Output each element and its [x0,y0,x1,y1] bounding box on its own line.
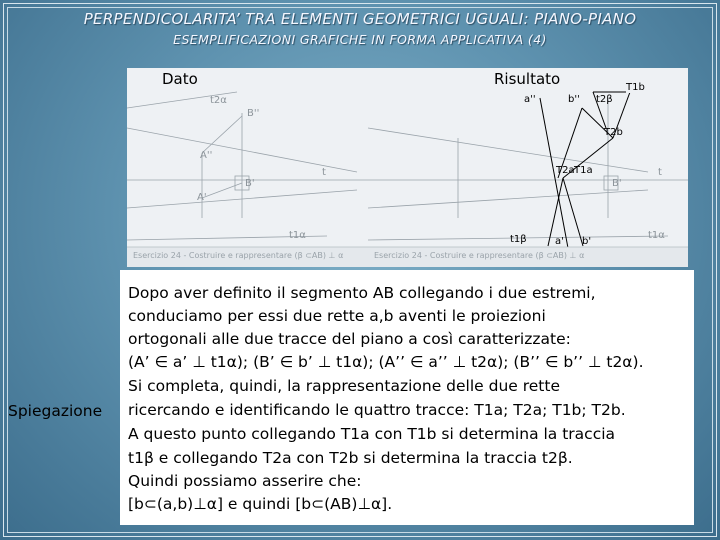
risultato-label: Risultato [494,70,561,88]
explanation-line: [b⊂(a,b)⊥α] e quindi [b⊂(AB)⊥α]. [128,495,393,513]
mark-tr: t [658,167,662,178]
explanation-line: conduciamo per essi due rette a,b aventi le proiezioni [128,307,546,325]
explanation-line: Dopo aver definito il segmento AB collegando i due estremi, [128,284,596,302]
mark-B1r: B' [612,178,622,189]
mark-t1b: t1β [510,234,527,245]
spiegazione-label: Spiegazione [8,402,103,420]
mark-T1b: T1b [626,82,645,93]
explanation-line: ricercando e identificando le quattro tracce: T1a; T2a; T1b; T2b. [128,401,626,419]
explanation-line: (A’ ∈ a’ ⊥ t1α); (B’ ∈ b’ ⊥ t1α); (A’’ ∈ a’’ ⊥ t2α); (B’’ ∈ b’’ ⊥ t2α). [128,353,644,371]
mark-T2b: T2b [604,127,623,138]
mark-a1r: a' [555,236,564,247]
figure-risultato [368,68,688,267]
mark-t1a: t1α [289,230,306,241]
mark-t1ar: t1α [648,230,665,241]
slide-title: PERPENDICOLARITA’ TRA ELEMENTI GEOMETRICI UGUALI: PIANO-PIANO [83,10,637,28]
mark-T1a: T1a [574,165,593,176]
figure-risultato-caption: Esercizio 24 - Costruire e rappresentare (β ⊂AB) ⊥ α [374,251,585,260]
mark-t2b: t2β [596,94,613,105]
figure-dato-caption: Esercizio 24 - Costruire e rappresentare (β ⊂AB) ⊥ α [133,251,344,260]
explanation-line: Quindi possiamo asserire che: [128,472,362,490]
mark-a2: A'' [200,150,213,161]
explanation-line: t1β e collegando T2a con T2b si determina la traccia t2β. [128,449,573,467]
mark-b2: B'' [247,108,260,119]
mark-a1: A' [197,192,207,203]
explanation-line: A questo punto collegando T1a con T1b si determina la traccia [128,425,616,443]
mark-b1: B' [245,178,255,189]
mark-T2a: T2a [556,165,575,176]
mark-a2r: a'' [524,94,536,105]
figure-dato [127,68,368,267]
mark-b1r: b' [582,236,592,247]
explanation-line: ortogonali alle due tracce del piano a così caratterizzate: [128,330,571,348]
explanation-line: Si completa, quindi, la rappresentazione delle due rette [128,377,560,395]
mark-t2a: t2α [210,95,227,106]
mark-b2r: b'' [568,94,580,105]
explanation-box [120,270,694,525]
dato-label: Dato [162,70,198,88]
slide-subtitle: ESEMPLIFICAZIONI GRAFICHE IN FORMA APPLICATIVA (4) [173,32,547,47]
mark-t: t [322,167,326,178]
